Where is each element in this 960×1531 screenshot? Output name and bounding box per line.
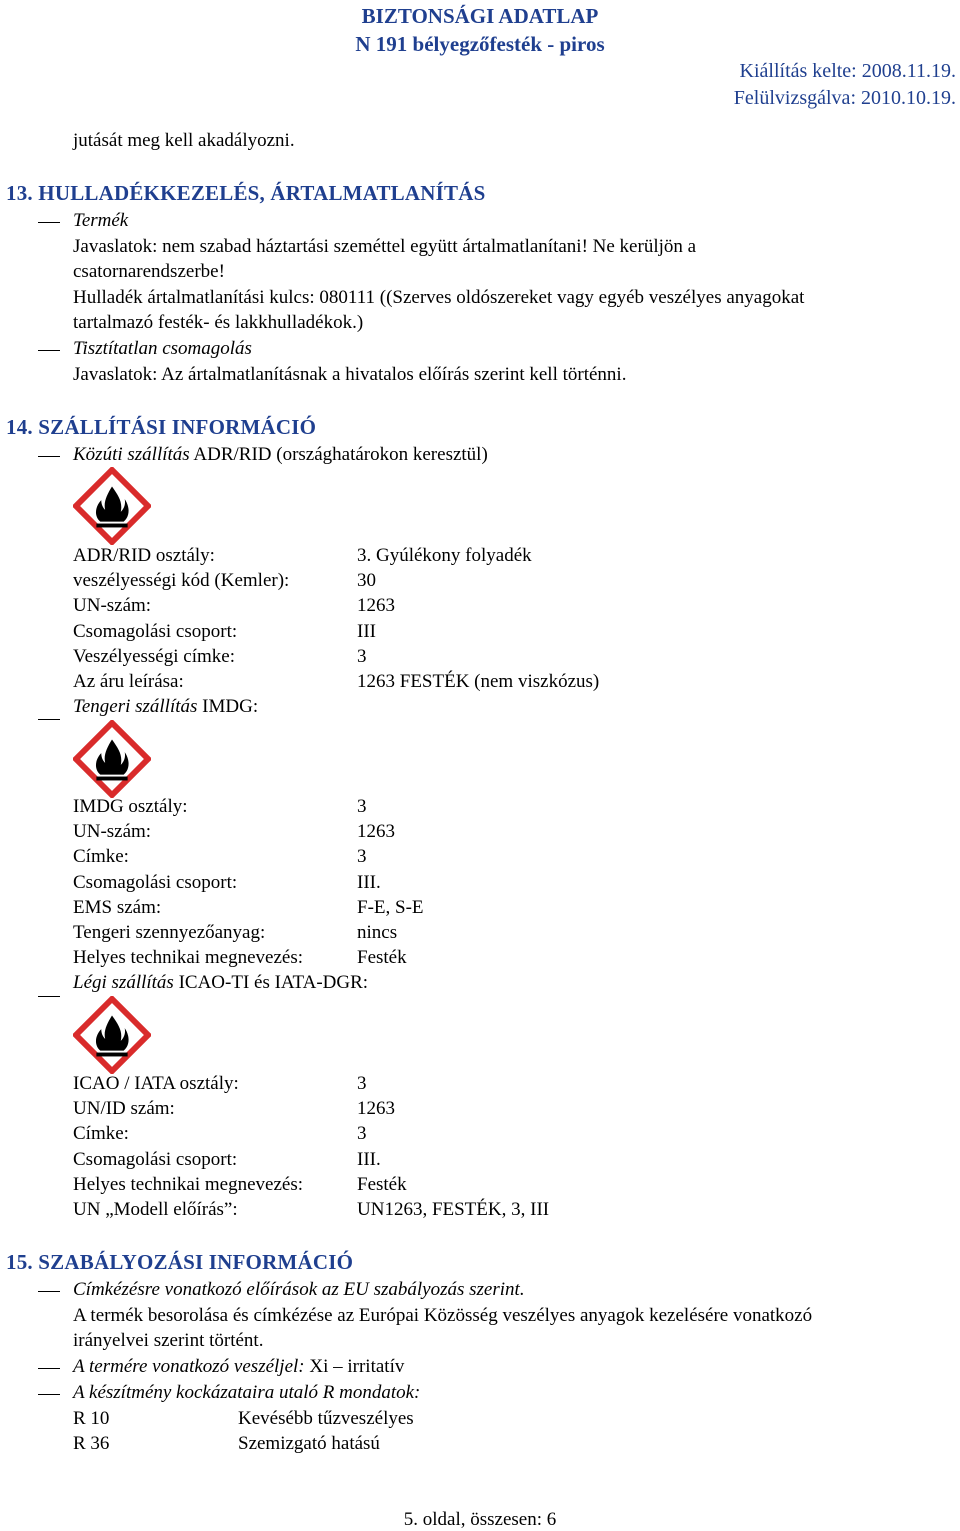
field-value: Festék xyxy=(357,947,407,969)
revision-date: Felülvizsgálva: 2010.10.19. xyxy=(733,87,956,109)
field-label: Csomagolási csoport: xyxy=(73,620,238,642)
field-label: Tengeri szennyezőanyag: xyxy=(73,922,266,943)
field-label: veszélyességi kód (Kemler): xyxy=(73,570,290,592)
road-label: Közúti szállítás xyxy=(73,444,190,465)
field-label: Helyes technikai megnevezés: xyxy=(73,1173,304,1195)
hazard-symbol-line xyxy=(73,1356,404,1378)
field-value: III. xyxy=(357,1148,381,1170)
field-value: 3 xyxy=(357,846,367,868)
field-value: Festék xyxy=(357,1173,407,1195)
r-phrase-text: Szemizgató hatású xyxy=(238,1433,380,1455)
section-13-title: 13. HULLADÉKKEZELÉS, ÁRTALMATLANÍTÁS xyxy=(6,181,486,205)
section-15-title: 15. SZABÁLYOZÁSI INFORMÁCIÓ xyxy=(6,1250,354,1274)
air-label: Légi szállítás xyxy=(73,972,174,993)
flammable-pictogram-icon xyxy=(73,467,151,545)
field-label: Címke: xyxy=(73,1123,129,1145)
field-label: ADR/RID osztály: xyxy=(73,545,215,566)
flammable-pictogram-icon xyxy=(73,720,151,798)
s13-line: Javaslatok: Az ártalmatlanításnak a hivatalos előírás szerint kell történni. xyxy=(73,364,627,385)
bullet-dash xyxy=(38,350,60,351)
field-label: ICAO / IATA osztály: xyxy=(73,1073,239,1094)
field-value: 3 xyxy=(357,645,367,667)
page-footer: 5. oldal, összesen: 6 xyxy=(403,1509,557,1530)
field-value: III. xyxy=(357,871,381,893)
bullet-dash xyxy=(38,222,60,223)
s13-line: Hulladék ártalmatlanítási kulcs: 080111 ((Szerves oldószereket vagy egyéb veszélyes anyagokat xyxy=(73,287,805,308)
field-label: Helyes technikai megnevezés: xyxy=(73,947,304,969)
field-value: UN1263, FESTÉK, 3, III xyxy=(357,1199,550,1220)
labelling-label: Címkézésre vonatkozó előírások az EU szabályozás szerint. xyxy=(73,1279,525,1300)
flammable-pictogram-icon xyxy=(73,996,151,1074)
air-rest: ICAO-TI és IATA-DGR: xyxy=(173,972,369,993)
field-value: 3. Gyúlékony folyadék xyxy=(357,545,532,566)
r-phrases-label: A készítmény kockázataira utaló R mondatok: xyxy=(73,1382,421,1403)
field-label: Csomagolási csoport: xyxy=(73,871,238,893)
r-phrase-code: R 10 xyxy=(73,1408,110,1429)
s13-line: csatornarendszerbe! xyxy=(73,261,225,282)
section-14-title: 14. SZÁLLÍTÁSI INFORMÁCIÓ xyxy=(6,415,317,439)
bullet-dash xyxy=(38,1394,60,1395)
intro-text: jutását meg kell akadályozni. xyxy=(73,130,295,151)
r-phrase-code: R 36 xyxy=(73,1433,110,1455)
field-label: UN „Modell előírás”: xyxy=(73,1199,238,1220)
road-transport-heading xyxy=(73,444,488,466)
field-label: Címke: xyxy=(73,846,129,868)
product-label: Termék xyxy=(73,210,129,231)
s13-line: Javaslatok: nem szabad háztartási szeméttel együtt ártalmatlanítani! Ne kerüljön a xyxy=(73,236,697,257)
field-value: nincs xyxy=(357,922,398,943)
field-value: III xyxy=(357,620,376,642)
field-value: 1263 FESTÉK (nem viszkózus) xyxy=(357,671,600,692)
field-label: Az áru leírása: xyxy=(73,671,184,692)
field-value: 3 xyxy=(357,796,367,817)
sea-rest: IMDG: xyxy=(197,696,259,717)
field-value: F-E, S-E xyxy=(357,896,424,918)
s13-line: tartalmazó festék- és lakkhulladékok.) xyxy=(73,312,364,333)
s15-line: irányelvei szerint történt. xyxy=(73,1330,264,1351)
field-label: Veszélyességi címke: xyxy=(73,645,235,667)
field-value: 1263 xyxy=(357,821,395,843)
hazard-symbol-label: A termére vonatkozó veszéljel: xyxy=(73,1356,305,1377)
field-label: UN-szám: xyxy=(73,595,152,617)
field-value: 1263 xyxy=(357,595,395,617)
field-label: IMDG osztály: xyxy=(73,796,188,817)
field-value: 3 xyxy=(357,1073,367,1094)
hazard-symbol-value: Xi – irritatív xyxy=(304,1356,405,1377)
bullet-dash xyxy=(38,719,60,720)
doc-title: BIZTONSÁGI ADATLAP xyxy=(361,4,599,28)
field-label: UN-szám: xyxy=(73,821,152,843)
sea-label: Tengeri szállítás xyxy=(73,696,198,717)
product-name: N 191 bélyegzőfesték - piros xyxy=(355,32,605,56)
bullet-dash xyxy=(38,1368,60,1369)
road-rest: ADR/RID (országhatárokon keresztül) xyxy=(189,444,488,465)
field-value: 30 xyxy=(357,570,376,592)
bullet-dash xyxy=(38,996,60,997)
field-value: 3 xyxy=(357,1123,367,1145)
packaging-label: Tisztítatlan csomagolás xyxy=(73,338,252,359)
field-label: UN/ID szám: xyxy=(73,1098,175,1120)
s15-line: A termék besorolása és címkézése az Európai Közösség veszélyes anyagok kezelésére vonatkozó xyxy=(73,1305,813,1326)
air-transport-heading xyxy=(73,972,368,994)
bullet-dash xyxy=(38,1291,60,1292)
bullet-dash xyxy=(38,456,60,457)
issue-date: Kiállítás kelte: 2008.11.19. xyxy=(739,60,956,82)
field-value: 1263 xyxy=(357,1098,395,1120)
field-label: Csomagolási csoport: xyxy=(73,1148,238,1170)
sea-transport-heading xyxy=(73,696,258,718)
r-phrase-text: Kevésébb tűzveszélyes xyxy=(238,1408,414,1429)
field-label: EMS szám: xyxy=(73,896,162,918)
